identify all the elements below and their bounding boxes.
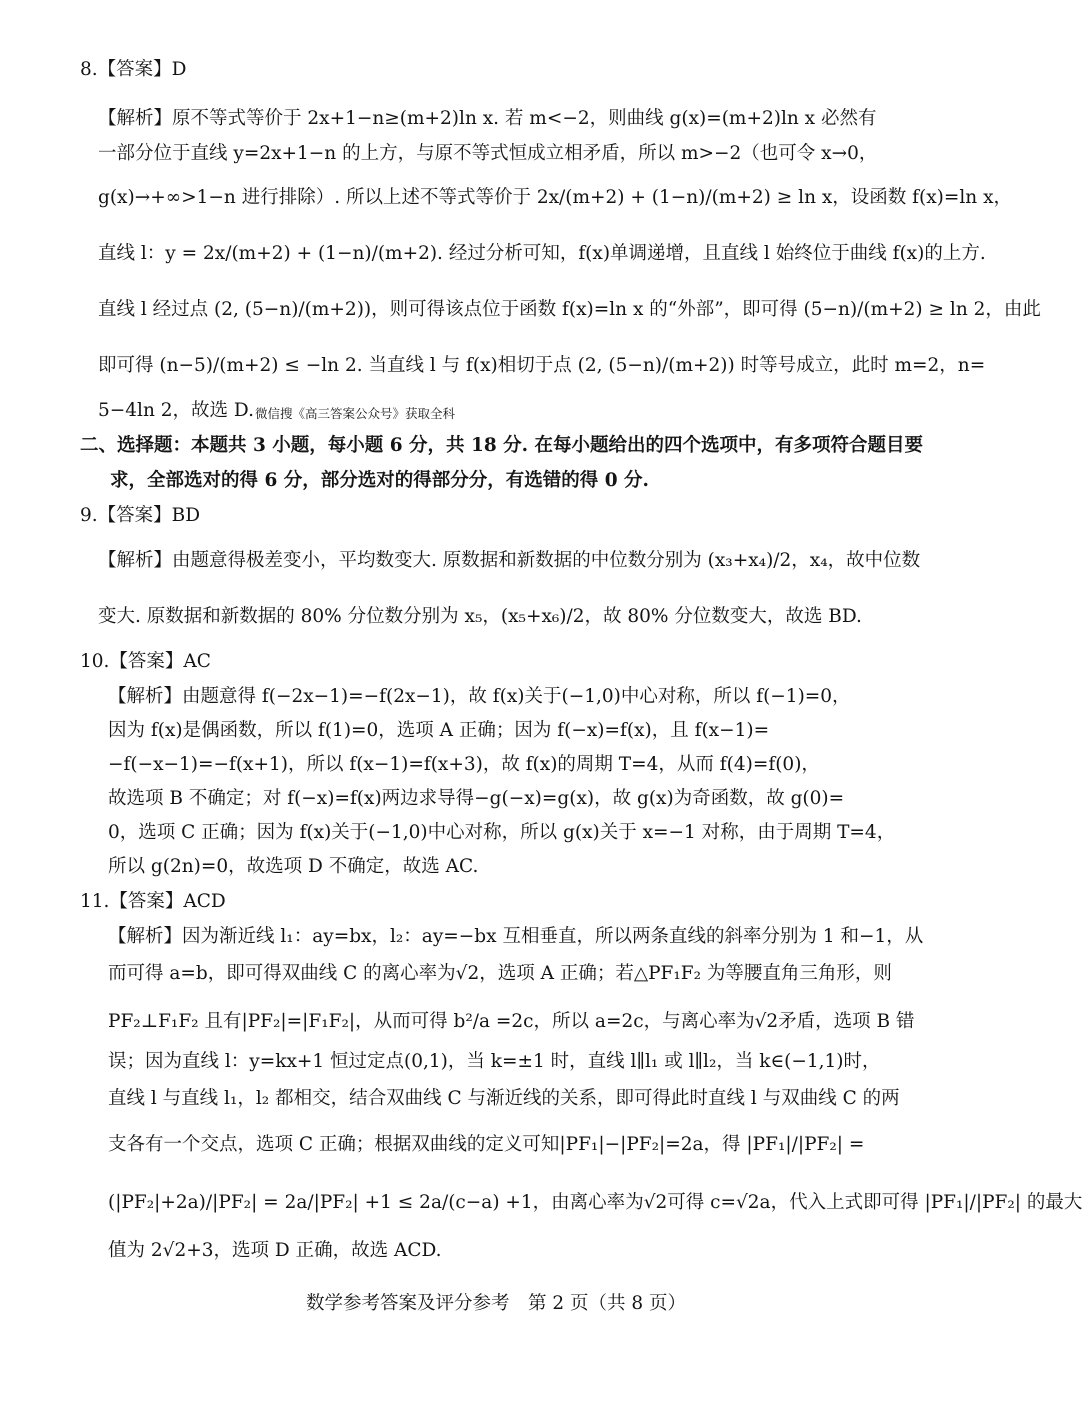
line-text: 直线 l 经过点 (2, (5−n)/(m+2))，则可得该点位于函数 f(x)=ln x 的“外部”，即可得 (5−n)/(m+2) ≥ ln 2，由此	[98, 299, 1041, 320]
text-line	[98, 544, 952, 578]
line-text: g(x)→+∞>1−n 进行排除）. 所以上述不等式等价于 2x/(m+2) + (1−n)/(m+2) ≥ ln x，设函数 f(x)=ln x，	[98, 187, 1013, 208]
line-text: 【解析】原不等式等价于 2x+1−n≥(m+2)ln x. 若 m<−2，则曲线 g(x)=(m+2)ln x 必然有	[98, 108, 877, 129]
text-line	[98, 137, 952, 171]
text-line	[108, 1082, 952, 1116]
footer-text: 数学参考答案及评分参考 第 2 页（共 8 页）	[305, 1293, 687, 1314]
line-text: 所以 g(2n)=0，故选项 D 不确定，故选 AC.	[108, 856, 479, 877]
section-heading-text: 求，全部选对的得 6 分，部分选对的得部分分，有选错的得 0 分.	[110, 470, 649, 491]
text-line	[98, 181, 1013, 215]
line-text: 【解析】因为渐近线 l₁：ay=bx，l₂：ay=−bx 互相垂直，所以两条直线的斜率分别为 1 和−1，从	[108, 926, 924, 947]
text-line	[80, 885, 952, 919]
line-text: 8.【答案】D	[80, 59, 187, 80]
text-line	[108, 782, 952, 816]
line-text: 【解析】由题意得 f(−2x−1)=−f(2x−1)，故 f(x)关于(−1,0)中心对称，所以 f(−1)=0，	[108, 686, 851, 707]
line-text: (|PF₂|+2a)/|PF₂| = 2a/|PF₂| +1 ≤ 2a/(c−a) +1，由离心率为√2可得 c=√2a，代入上式即可得 |PF₁|/|PF₂| 的最大	[108, 1192, 1082, 1213]
text-line	[80, 499, 952, 533]
line-text: 5−4ln 2，故选 D.	[98, 400, 254, 421]
page-footer	[0, 1287, 992, 1321]
line-text: 9.【答案】BD	[80, 505, 201, 526]
text-line	[98, 102, 952, 136]
line-text: 因为 f(x)是偶函数，所以 f(1)=0，选项 A 正确；因为 f(−x)=f(x)，且 f(x−1)=	[108, 720, 770, 741]
text-line	[98, 237, 986, 271]
text-line	[110, 464, 952, 498]
line-text: 误；因为直线 l：y=kx+1 恒过定点(0,1)，当 k=±1 时，直线 l∥l₁ 或 l∥l₂，当 k∈(−1,1)时，	[108, 1051, 881, 1072]
text-line	[98, 293, 1041, 327]
text-line	[108, 816, 952, 850]
text-line	[108, 680, 952, 714]
text-line	[108, 1128, 952, 1162]
watermark-line	[255, 396, 555, 430]
watermark-text: 微信搜《高三答案公众号》获取全科	[255, 406, 456, 421]
text-line	[80, 645, 952, 679]
text-line	[108, 1005, 952, 1039]
line-text: 故选项 B 不确定；对 f(−x)=f(x)两边求导得−g(−x)=g(x)，故 g(x)为奇函数，故 g(0)=	[108, 788, 845, 809]
text-line	[98, 349, 986, 383]
line-text: 直线 l 与直线 l₁，l₂ 都相交，结合双曲线 C 与渐近线的关系，即可得此时直线 l 与双曲线 C 的两	[108, 1088, 900, 1109]
line-text: 变大. 原数据和新数据的 80% 分位数分别为 x₅，(x₅+x₆)/2，故 80% 分位数变大，故选 BD.	[98, 606, 862, 627]
line-text: 值为 2√2+3，选项 D 正确，故选 ACD.	[108, 1240, 442, 1261]
text-line	[80, 429, 952, 463]
text-line	[108, 1234, 952, 1268]
line-text: 直线 l：y = 2x/(m+2) + (1−n)/(m+2). 经过分析可知，f(x)单调递增，且直线 l 始终位于曲线 f(x)的上方.	[98, 243, 986, 264]
line-text: 支各有一个交点，选项 C 正确；根据双曲线的定义可知|PF₁|−|PF₂|=2a，得 |PF₁|/|PF₂| =	[108, 1134, 865, 1155]
section-heading-text: 二、选择题：本题共 3 小题，每小题 6 分，共 18 分. 在每小题给出的四个选项中，有多项符合题目要	[80, 435, 924, 456]
text-line	[108, 1186, 1082, 1220]
line-text: 0，选项 C 正确；因为 f(x)关于(−1,0)中心对称，所以 g(x)关于 x=−1 对称，由于周期 T=4，	[108, 822, 896, 843]
line-text: −f(−x−1)=−f(x+1)，所以 f(x−1)=f(x+3)，故 f(x)的周期 T=4，从而 f(4)=f(0)，	[108, 754, 820, 775]
text-line	[108, 850, 952, 884]
line-text: 11.【答案】ACD	[80, 891, 226, 912]
line-text: 即可得 (n−5)/(m+2) ≤ −ln 2. 当直线 l 与 f(x)相切于点 (2, (5−n)/(m+2)) 时等号成立，此时 m=2，n=	[98, 355, 986, 376]
line-text: 【解析】由题意得极差变小，平均数变大. 原数据和新数据的中位数分别为 (x₃+x₄)/2，x₄，故中位数	[98, 550, 921, 571]
text-line	[98, 600, 952, 634]
text-line	[108, 920, 952, 954]
text-line	[108, 748, 952, 782]
line-text: 而可得 a=b，即可得双曲线 C 的离心率为√2，选项 A 正确；若△PF₁F₂ 为等腰直角三角形，则	[108, 963, 892, 984]
line-text: 10.【答案】AC	[80, 651, 211, 672]
text-line	[108, 1045, 952, 1079]
text-line	[108, 957, 952, 991]
text-line	[108, 714, 952, 748]
text-line	[80, 53, 952, 87]
line-text: 一部分位于直线 y=2x+1−n 的上方，与原不等式恒成立相矛盾，所以 m>−2（也可令 x→0，	[98, 143, 878, 164]
line-text: PF₂⊥F₁F₂ 且有|PF₂|=|F₁F₂|，从而可得 b²/a =2c，所以 a=2c，与离心率为√2矛盾，选项 B 错	[108, 1011, 915, 1032]
